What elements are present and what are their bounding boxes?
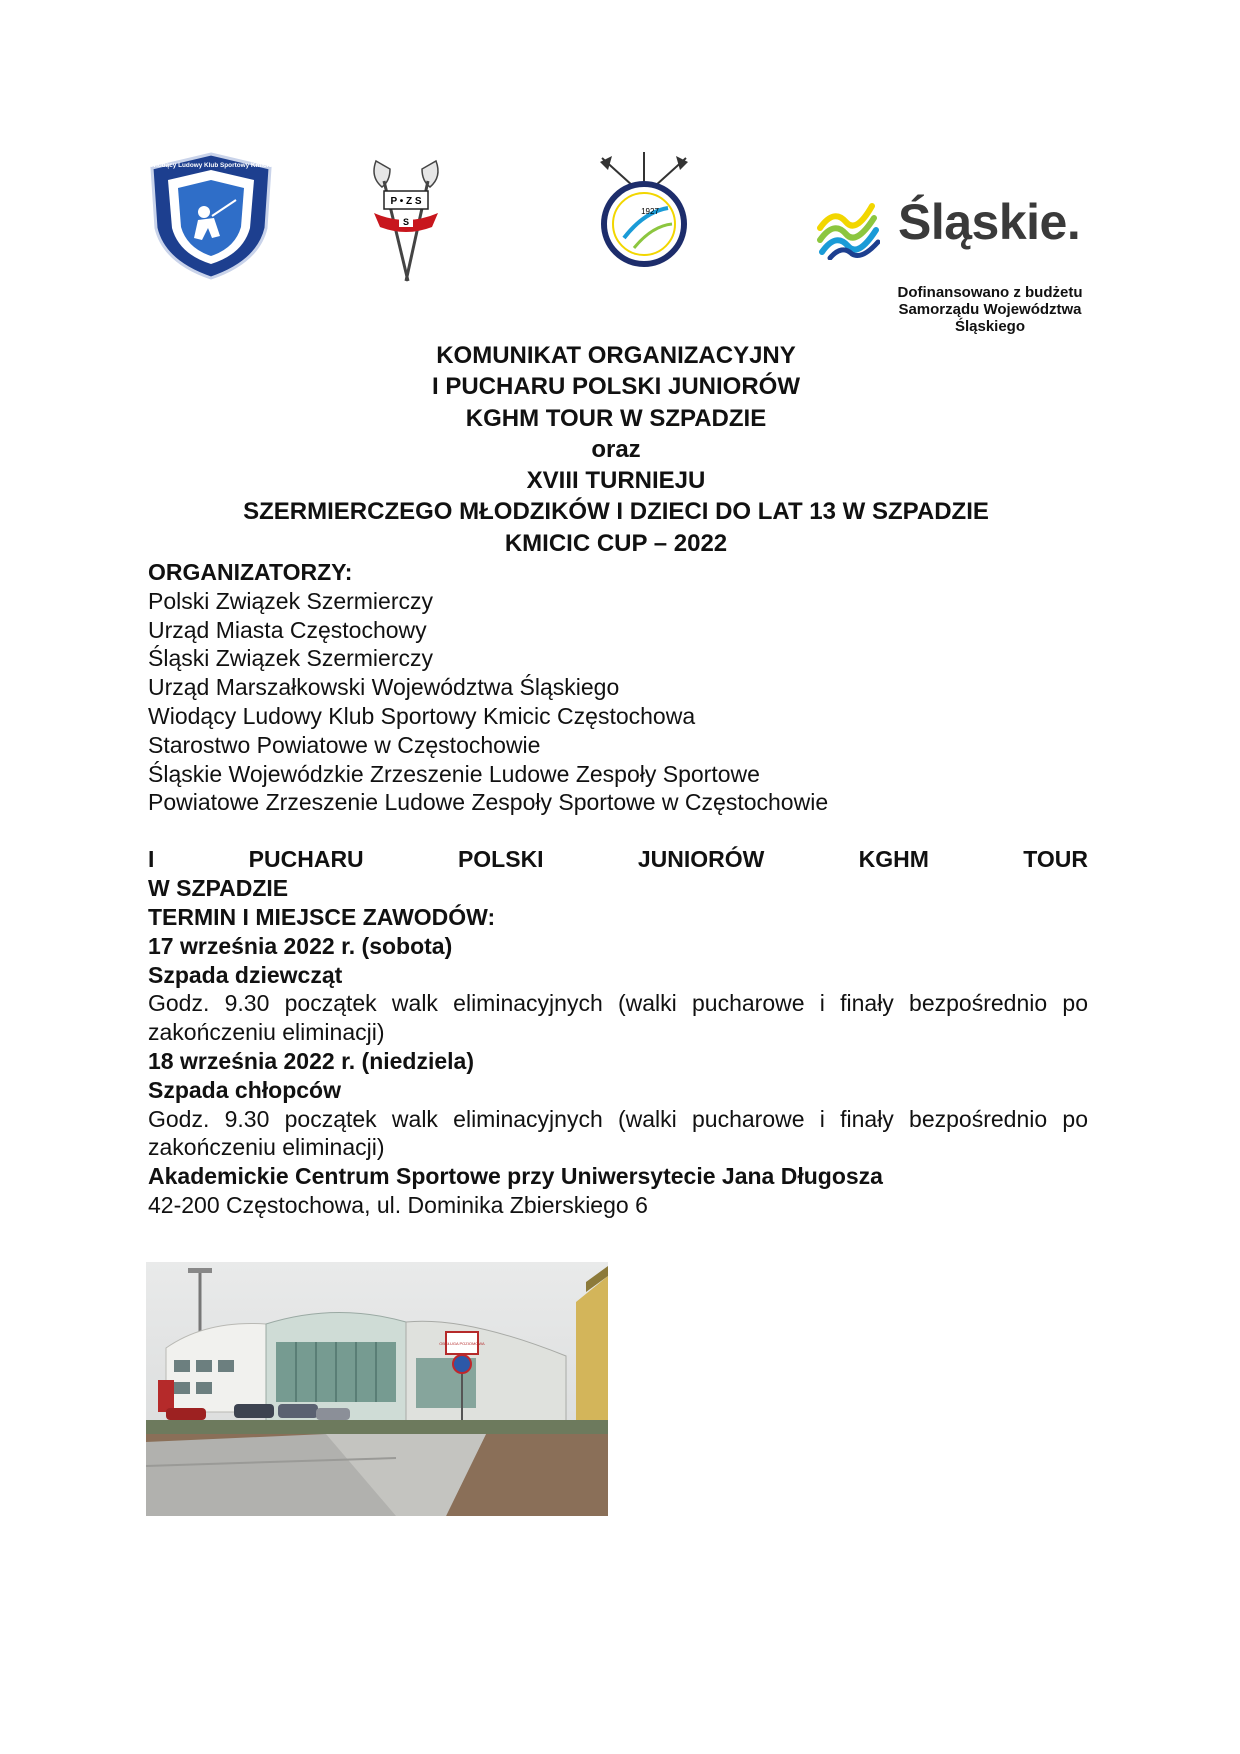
document-title — [146, 340, 1086, 559]
organizer-item: Starostwo Powiatowe w Częstochowie — [148, 731, 541, 758]
title-line-5: XVIII TURNIEJU — [526, 467, 706, 495]
cup-heading-word: POLSKI — [457, 846, 544, 872]
funding-line-1: Dofinansowano z budżetu — [897, 284, 1083, 301]
organizer-item: Urząd Marszałkowski Województwa Śląskiego — [148, 674, 620, 701]
cup-heading-word: KGHM — [858, 846, 929, 872]
organizer-item: Powiatowe Zrzeszenie Ludowe Zespoły Sportowe w Częstochowie — [148, 789, 829, 816]
cup-heading — [148, 845, 1088, 903]
venue-name: Akademickie Centrum Sportowe przy Uniwersytecie Jana Długosza — [148, 1163, 883, 1190]
day-2-description: Godz. 9.30 początek walk eliminacyjnych (walki pucharowe i finały bezpośrednio po zakończeniu eliminacji) — [148, 1105, 1088, 1161]
szs-logo-year: 1927 — [641, 207, 659, 216]
schedule-heading: TERMIN I MIEJSCE ZAWODÓW: — [148, 904, 496, 930]
day-1-description: Godz. 9.30 początek walk eliminacyjnych (walki pucharowe i finały bezpośrednio po zakończeniu eliminacji) — [148, 990, 1088, 1046]
cup-heading-word: PUCHARU — [248, 846, 364, 872]
title-line-2: I PUCHARU POLSKI JUNIORÓW — [431, 373, 800, 401]
club-logo — [146, 150, 276, 282]
organizers-heading: ORGANIZATORZY: — [148, 559, 353, 585]
slaskie-wordmark: Śląskie. — [898, 194, 1081, 250]
funding-line-2: Samorządu Województwa — [898, 301, 1082, 318]
organizer-item: Polski Związek Szermierczy — [148, 587, 433, 614]
cup-heading-word: I — [148, 846, 155, 872]
svg-text:S: S — [402, 217, 410, 227]
organizer-item: Śląski Związek Szermierczy — [148, 645, 433, 672]
pzs-logo-text: P • Z S — [390, 196, 422, 207]
cup-heading-line-1 — [148, 845, 1088, 874]
photo-sign-text: OBSŁUGA POZIOMOWA — [439, 1341, 485, 1346]
club-logo-ring-text: Wiodący Ludowy Klub Sportowy Kmicic — [150, 162, 272, 169]
slaskie-wave-mark — [816, 198, 880, 260]
organizer-item: Wiodący Ludowy Klub Sportowy Kmicic Częstochowa — [148, 702, 696, 729]
cup-heading-line-2: W SZPADZIE — [148, 874, 289, 901]
venue-photo — [146, 1262, 608, 1516]
cup-heading-word: JUNIORÓW — [637, 846, 765, 872]
day-1-event: Szpada dziewcząt — [148, 961, 343, 988]
day-1-date: 17 września 2022 r. (sobota) — [148, 932, 453, 959]
title-line-1: KOMUNIKAT ORGANIZACYJNY — [436, 342, 796, 369]
title-line-6: SZERMIERCZEGO MŁODZIKÓW I DZIECI DO LAT 13 W SZPADZIE — [243, 498, 989, 526]
funding-note — [870, 284, 1110, 335]
title-line-4: oraz — [591, 435, 641, 463]
day-2-date: 18 września 2022 r. (niedziela) — [148, 1047, 474, 1074]
pzs-fencing-logo — [368, 155, 444, 285]
funding-line-3: Śląskiego — [954, 318, 1026, 335]
slaski-fencing-association-logo — [594, 152, 694, 278]
cup-heading-word: TOUR — [1023, 846, 1088, 872]
venue-address: 42-200 Częstochowa, ul. Dominika Zbierskiego 6 — [148, 1191, 648, 1218]
title-line-3: KGHM TOUR W SZPADZIE — [465, 404, 767, 432]
organizers-section — [148, 558, 1088, 817]
schedule-section — [148, 903, 1088, 1220]
day-2-event: Szpada chłopców — [148, 1076, 341, 1103]
organizer-item: Urząd Miasta Częstochowy — [148, 616, 427, 643]
organizer-item: Śląskie Wojewódzkie Zrzeszenie Ludowe Zespoły Sportowe — [148, 760, 760, 787]
title-line-7: KMICIC CUP – 2022 — [504, 529, 728, 557]
